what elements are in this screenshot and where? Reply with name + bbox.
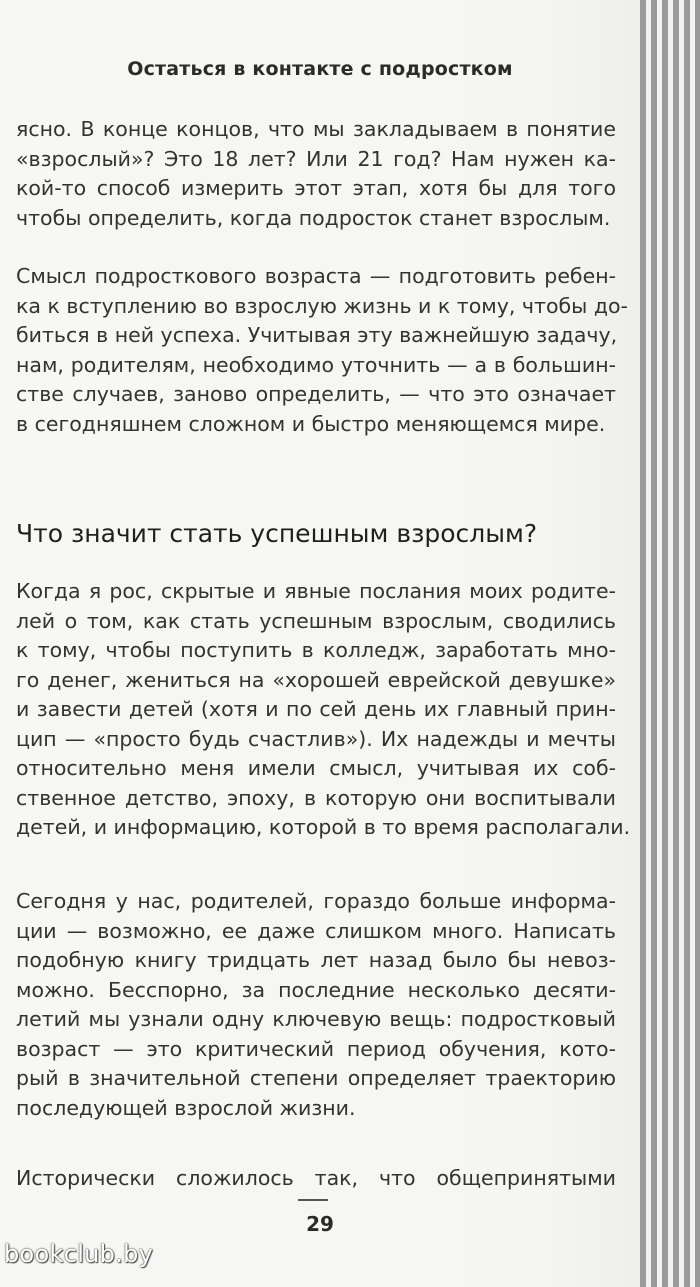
text-line: к тому, чтобы поступить в колледж, заработать мно- xyxy=(16,638,616,662)
folio-rule xyxy=(298,1199,328,1201)
text-line: летий мы узнали одну ключевую вещь: подростковый xyxy=(16,1007,616,1031)
page-number: 29 xyxy=(306,1212,334,1236)
text-line: нам, родителям, необходимо уточнить — а в большин- xyxy=(16,352,616,377)
paragraph-1 xyxy=(16,115,616,233)
paragraph-5 xyxy=(16,1164,616,1194)
text-line: в сегодняшнем сложном и быстро меняющемся мире. xyxy=(16,411,606,436)
text-line: можно. Бесспорно, за последние несколько десяти- xyxy=(16,977,616,1002)
text-line: последующей взрослой жизни. xyxy=(16,1095,356,1120)
running-head: Остаться в контакте с подростком xyxy=(127,58,513,80)
text-line: стве случаев, заново определить, — что это означает xyxy=(16,382,616,406)
text-line: кой-то способ измерить этот этап, хотя бы для того xyxy=(16,176,616,200)
text-line: относительно меня имели смысл, учитывая их соб- xyxy=(16,756,616,780)
text-line: ственное детство, эпоху, в которую они воспитывали xyxy=(16,785,616,810)
text-line: чтобы определить, когда подросток станет взрослым. xyxy=(16,205,611,230)
paragraph-3 xyxy=(16,577,631,843)
text-line: Исторически сложилось так, что общепринятыми xyxy=(16,1166,616,1190)
text-line: Сегодня у нас, родителей, гораздо больше информа- xyxy=(16,889,616,913)
page-edges xyxy=(640,0,700,1287)
text-line: ка к вступлению во взрослую жизнь и к тому, чтобы до- xyxy=(16,293,628,318)
section-heading: Что значит стать успешным взрослым? xyxy=(16,519,538,548)
text-line: возраст — это критический период обучения, кото- xyxy=(16,1036,616,1061)
watermark: bookclub.by xyxy=(4,1240,154,1268)
paragraph-2 xyxy=(16,262,628,439)
text-line: ясно. В конце концов, что мы закладываем в понятие xyxy=(16,117,616,141)
text-line: Смысл подросткового возраста — подготовить ребен- xyxy=(16,264,616,288)
paragraph-4 xyxy=(16,887,616,1123)
text-line: и завести детей (хотя и по сей день их главный прин- xyxy=(16,697,616,721)
text-line: цип — «просто будь счастлив»). Их надежды и мечты xyxy=(16,726,616,751)
text-line: Когда я рос, скрытые и явные послания моих родите- xyxy=(16,579,616,603)
text-line: детей, и информацию, которой в то время располагали. xyxy=(16,815,631,839)
text-line: го денег, жениться на «хорошей еврейской девушке» xyxy=(16,667,616,692)
text-line: подобную книгу тридцать лет назад было бы невоз- xyxy=(16,948,616,972)
text-line: «взрослый»? Это 18 лет? Или 21 год? Нам нужен ка- xyxy=(16,146,616,171)
text-line: лей о том, как стать успешным взрослым, сводились xyxy=(16,608,616,633)
text-line: биться в ней успеха. Учитывая эту важнейшую задачу, xyxy=(16,323,618,347)
text-line: рый в значительной степени определяет траекторию xyxy=(16,1066,616,1090)
text-line: ции — возможно, ее даже слишком много. Написать xyxy=(16,918,616,943)
